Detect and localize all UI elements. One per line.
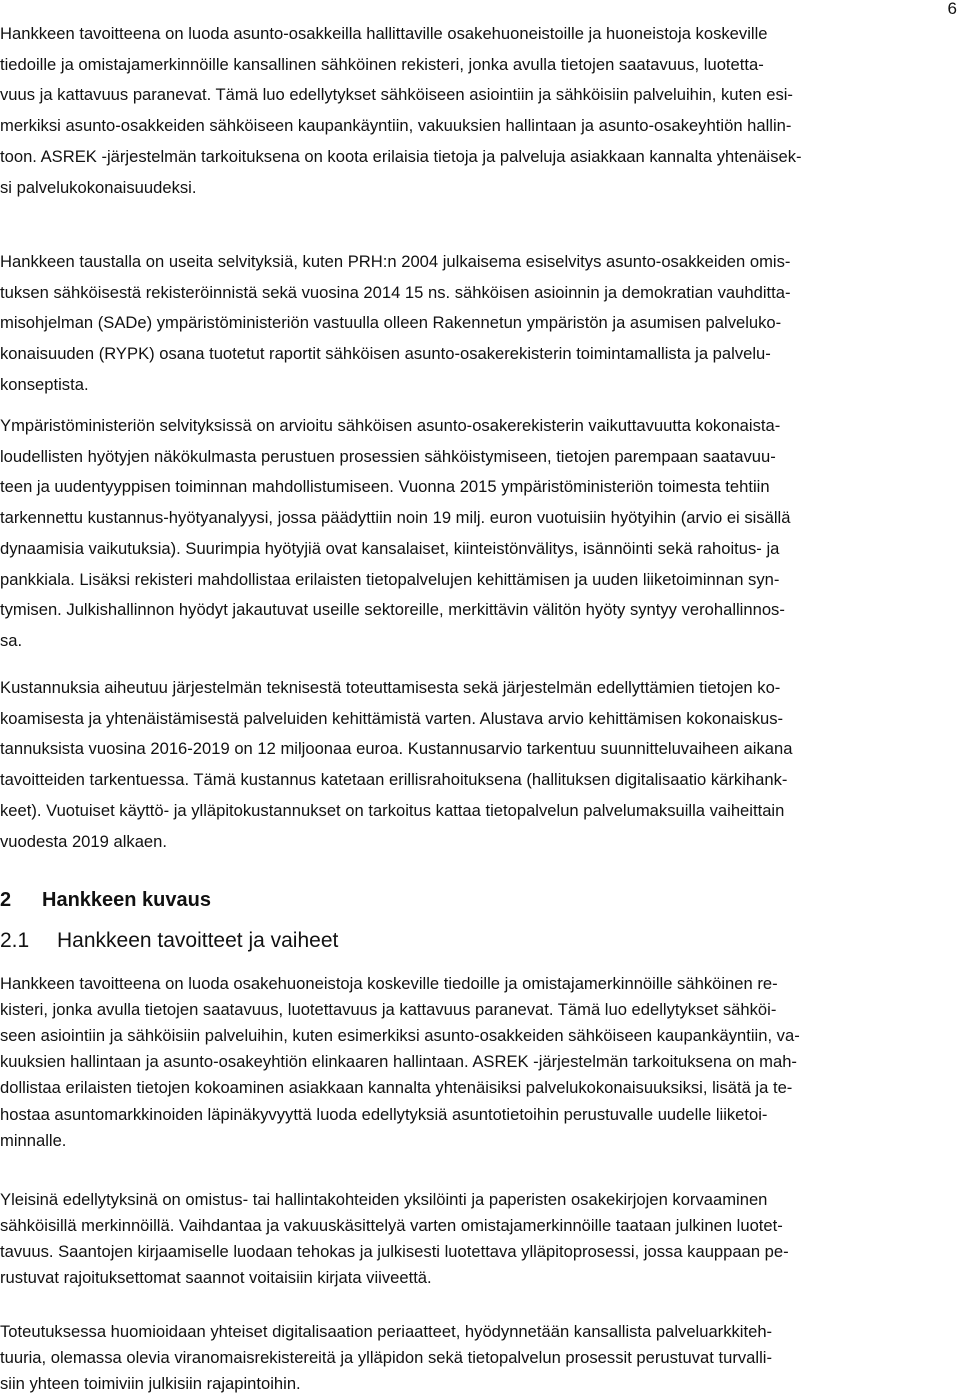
paragraph-line: Hankkeen taustalla on useita selvityksiä, kuten PRH:n 2004 julkaisema esiselvitys asunto-osakkeiden omis- — [0, 252, 791, 271]
paragraph-line: vuodesta 2019 alkaen. — [0, 831, 167, 851]
paragraph-line: siin yhteen toimiviin julkisiin rajapintoihin. — [0, 1374, 301, 1394]
paragraph-line: sa. — [0, 630, 23, 650]
paragraph-line: Ympäristöministeriön selvityksissä on arvioitu sähköisen asunto-osakerekisterin vaikuttavuutta kokonaista- — [0, 416, 781, 435]
paragraph-line: vuus ja kattavuus paranevat. Tämä luo edellytykset sähköiseen asiointiin ja sähköisiin palveluihin, kuten esi- — [0, 85, 793, 105]
paragraph-line: keet). Vuotuiset käyttö- ja ylläpitokustannukset on tarkoitus kattaa tietopalvelun palvelumaksuilla vaiheittain — [0, 800, 785, 820]
paragraph-line: tymisen. Julkishallinnon hyödyt jakautuvat useille sektoreille, merkittävin välitön hyöty syntyy verohallinnos- — [0, 600, 785, 620]
paragraph-line: toon. ASREK -järjestelmän tarkoituksena on koota erilaisia tietoja ja palveluja asiakkaan kannalta yhtenäisek- — [0, 146, 802, 166]
paragraph-line: rustuvat rajoituksettomat saannot voitaisiin kirjata viiveettä. — [0, 1268, 432, 1288]
section-heading-title: Hankkeen kuvaus — [42, 889, 211, 911]
paragraph-line: koamisesta ja yhtenäistämisestä palveluiden kehittämistä varten. Alustava arvio kehittämisen kokonaiskus- — [0, 708, 784, 728]
paragraph-line: dollistaa erilaisten tietojen kokoaminen asiakkaan kannalta yhtenäisiksi palvelukokonaisuuksiksi, lisätä ja te- — [0, 1078, 793, 1098]
paragraph-line: konaisuuden (RYPK) osana tuotetut raportit sähköisen asunto-osakerekisterin toimintamallista ja palvelu- — [0, 344, 771, 364]
paragraph-line: pankkiala. Lisäksi rekisteri mahdollistaa erilaisten tietopalvelujen kehittämisen ja uuden liiketoiminnan syn- — [0, 569, 780, 589]
subsection-heading-title: Hankkeen tavoitteet ja vaiheet — [57, 929, 339, 952]
paragraph-line: tiedoille ja omistajamerkinnöille kansallinen sähköinen rekisteri, jonka avulla tietojen saatavuus, luotetta- — [0, 54, 764, 74]
paragraph-line: tannuksista vuosina 2016-2019 on 12 miljoonaa euroa. Kustannusarvio tarkentuu suunnitteluvaiheen aikana — [0, 739, 793, 759]
paragraph-line: merkiksi asunto-osakkeiden sähköiseen kaupankäyntiin, vakuuksien hallintaan ja asunto-osakeyhtiön hallin- — [0, 116, 792, 136]
paragraph-line: tuksen sähköisestä rekisteröinnistä sekä vuosina 2014 15 ns. sähköisen asioinnin ja demokratian vauhditta- — [0, 282, 791, 302]
paragraph-line: seen asiointiin ja sähköisiin palveluihin, kuten esimerkiksi asunto-osakkeiden sähköiseen kaupankäyntiin, va- — [0, 1026, 800, 1046]
page-number: 6 — [947, 0, 957, 18]
section-heading — [0, 889, 960, 912]
paragraph-line: dynaamisia vaikutuksia). Suurimpia hyötyjiä ovat kansalaiset, kiinteistönvälitys, isännöinti sekä rahoitus- ja — [0, 538, 780, 558]
paragraph-line: Kustannuksia aiheutuu järjestelmän teknisestä toteuttamisesta sekä järjestelmän edellyttämien tietojen ko- — [0, 678, 781, 697]
paragraph-line: kisteri, jonka avulla tietojen saatavuus, luotettavuus ja kattavuus paranevat. Tämä luo edellytykset sähköi- — [0, 1000, 777, 1020]
paragraph-line: Hankkeen tavoitteena on luoda asunto-osakkeilla hallittaville osakehuoneistoille ja huoneistoja koskeville — [0, 24, 768, 43]
subsection-heading — [0, 929, 960, 953]
paragraph-line: Yleisinä edellytyksinä on omistus- tai hallintakohteiden yksilöinti ja paperisten osakekirjojen korvaaminen — [0, 1190, 768, 1209]
subsection-heading-number: 2.1 — [0, 929, 30, 952]
paragraph-line: tavuus. Saantojen kirjaamiselle luodaan tehokas ja julkisesti luotettava ylläpitoprosessi, jossa kauppaan pe- — [0, 1242, 789, 1262]
paragraph-line: minnalle. — [0, 1130, 67, 1150]
section-heading-number: 2 — [0, 889, 12, 911]
paragraph-line: konseptista. — [0, 374, 89, 394]
paragraph-line: si palvelukokonaisuudeksi. — [0, 177, 197, 197]
paragraph-line: loudellisten hyötyjen näkökulmasta perustuen prosessien sähköistymiseen, tietojen parempaan saatavuu- — [0, 446, 776, 466]
paragraph-line: tavoitteiden tarkentuessa. Tämä kustannus katetaan erillisrahoituksena (hallituksen digitalisaatio kärkihank- — [0, 770, 788, 790]
paragraph-line: misohjelman (SADe) ympäristöministeriön vastuulla olleen Rakennetun ympäristön ja asumisen palveluko- — [0, 313, 782, 333]
paragraph-line: tarkennettu kustannus-hyötyanalyysi, jossa päädyttiin noin 19 milj. euron vuotuisiin hyötyihin (arvio ei sisällä — [0, 508, 791, 528]
paragraph-line: Toteutuksessa huomioidaan yhteiset digitalisaation periaatteet, hyödynnetään kansallista palveluarkkiteh- — [0, 1322, 773, 1341]
paragraph-line: hostaa asuntomarkkinoiden läpinäkyvyyttä luoda edellytyksiä asuntotietoihin perustuvalle uudelle liiketoi- — [0, 1104, 768, 1124]
paragraph-line: tuuria, olemassa olevia viranomaisrekistereitä ja ylläpidon sekä tietopalvelun prosessit perustuvat turvalli- — [0, 1348, 772, 1368]
paragraph-line: sähköisillä merkinnöillä. Vaihdantaa ja vakuuskäsittelyä varten omistajamerkinnöille taataan julkinen luotet- — [0, 1216, 783, 1236]
paragraph-line: teen ja uudentyyppisen toiminnan mahdollistumiseen. Vuonna 2015 ympäristöministeriön toimesta tehtiin — [0, 477, 770, 497]
paragraph-line: Hankkeen tavoitteena on luoda osakehuoneistoja koskeville tiedoille ja omistajamerkinnöille sähköinen re- — [0, 974, 778, 993]
paragraph-line: kuuksien hallintaan ja asunto-osakeyhtiön elinkaaren hallintaan. ASREK -järjestelmän tarkoituksena on mah- — [0, 1052, 797, 1072]
